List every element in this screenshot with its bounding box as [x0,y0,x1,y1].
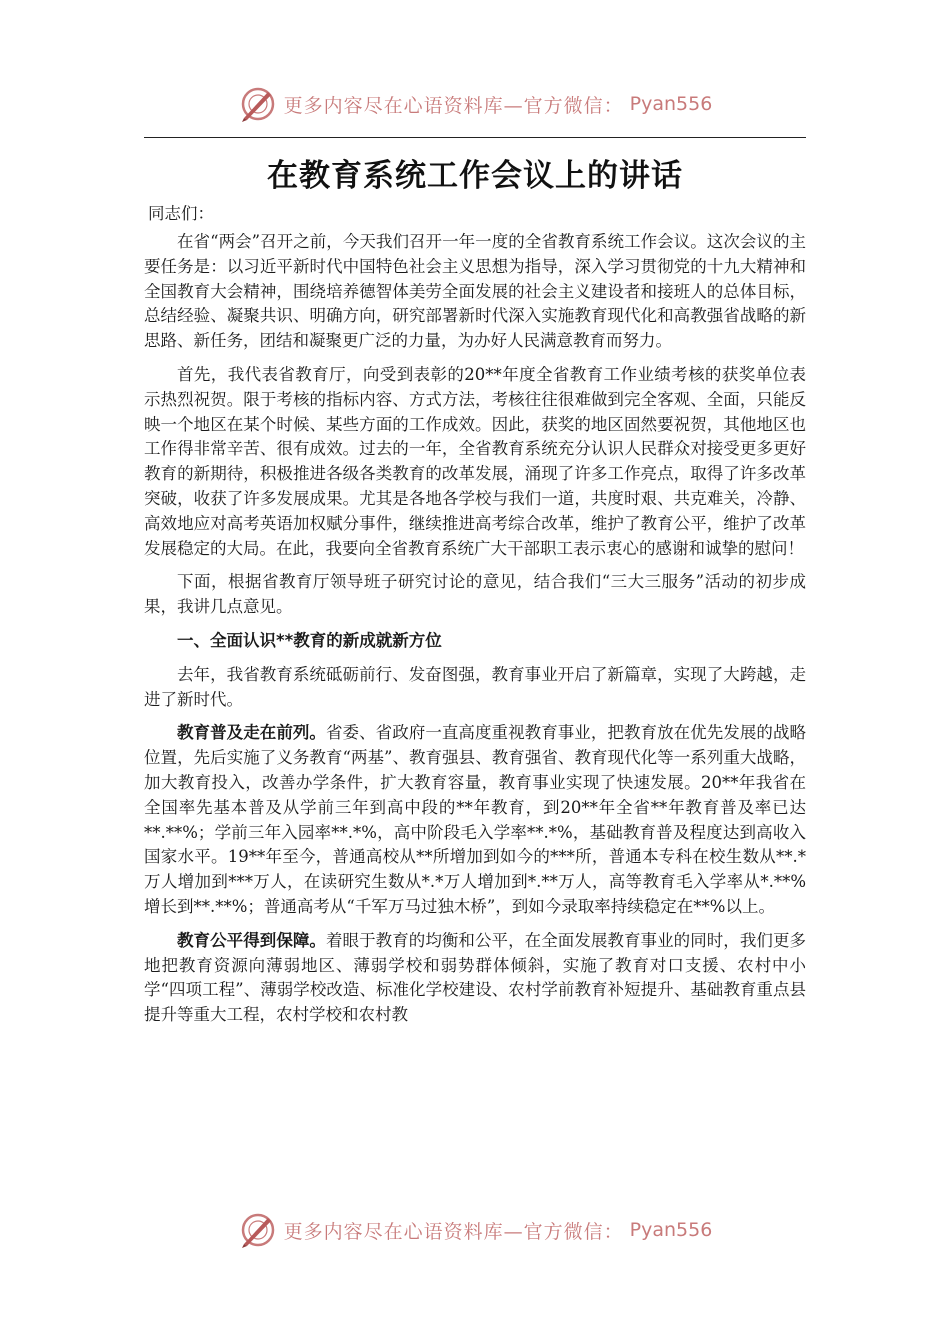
paragraph-text: 下面，根据省教育厅领导班子研究讨论的意见，结合我们“三大三服务”活动的初步成果，我讲几点意见。 [144,572,806,617]
paragraph-text: 在省“两会”召开之前，今天我们召开一年一度的全省教育系统工作会议。这次会议的主要任务是：以习近平新时代中国特色社会主义思想为指导，深入学习贯彻党的十九大精神和全国教育大会精神，围绕培养德智体美劳全面发展的社会主义建设者和接班人的总体目标，总结经验、凝聚共识、明确方向，研究部署新时代深入实施教育现代化和高教强省战略的新思路、新任务，团结和凝聚更广泛的力量，为办好人民满意教育而努力。 [144,232,806,351]
section-heading: 一、全面认识**教育的新成就新方位 [177,630,442,650]
pen-logo-icon [238,1210,278,1250]
banner-text: 更多内容尽在心语资料库—官方微信： [283,94,624,117]
pen-logo-icon [238,84,278,124]
document-body [144,230,806,1037]
document-title: 在教育系统工作会议上的讲话 [267,158,683,194]
salutation: 同志们： [148,204,214,223]
watermark-banner-bottom [0,1206,950,1254]
paragraph [144,721,806,919]
paragraph-text: 去年，我省教育系统砥砺前行、发奋图强，教育事业开启了新篇章，实现了大跨越，走进了新时代。 [144,664,806,709]
paragraph [144,929,806,1028]
paragraph [144,363,806,561]
watermark-banner-top [0,80,950,128]
header-rule [144,137,806,138]
paragraph [144,663,806,713]
banner-text: 更多内容尽在心语资料库—官方微信： [283,1220,624,1243]
paragraph-text: 着眼于教育的均衡和公平，在全面发展教育事业的同时，我们更多地把教育资源向薄弱地区、薄弱学校和弱势群体倾斜，实施了教育对口支援、农村中小学“四项工程”、薄弱学校改造、标准化学校建设、农村学前教育补短提升、基础教育重点县提升等重大工程，农村学校和农村教 [144,930,807,1025]
paragraph-lead: 教育公平得到保障。 [177,930,326,950]
banner-wechat-id: Pyan556 [629,1219,713,1241]
paragraph-lead: 教育普及走在前列。 [177,723,326,743]
paragraph [144,230,806,354]
paragraph-text: 首先，我代表省教育厅，向受到表彰的20**年度全省教育工作业绩考核的获奖单位表示热烈祝贺。限于考核的指标内容、方式方法，考核往往很难做到完全客观、全面，只能反映一个地区在某个时候、某些方面的工作成效。因此，获奖的地区固然要祝贺，其他地区也工作得非常辛苦、很有成效。过去的一年，全省教育系统充分认识人民群众对接受更多更好教育的新期待，积极推进各级各类教育的改革发展，涌现了许多工作亮点，取得了许多改革突破，收获了许多发展成果。尤其是各地各学校与我们一道，共度时艰、共克难关，冷静、高效地应对高考英语加权赋分事件，继续推进高考综合改革，维护了教育公平，维护了改革发展稳定的大局。在此，我要向全省教育系统广大干部职工表示衷心的感谢和诚挚的慰问！ [144,364,806,558]
banner-wechat-id: Pyan556 [629,93,713,115]
paragraph [144,570,806,620]
paragraph-text: 省委、省政府一直高度重视教育事业，把教育放在优先发展的战略位置，先后实施了义务教育“两基”、教育强县、教育强省、教育现代化等一系列重大战略，加大教育投入，改善办学条件，扩大教育容量，教育事业实现了快速发展。20**年我省在全国率先基本普及从学前三年到高中段的**年教育，到20**年全省**年教育普及率已达**.**%；学前三年入园率**.*%，高中阶段毛入学率**.*%，基础教育普及程度达到高收入国家水平。19**年至今，普通高校从**所增加到如今的***所，普通本专科在校生数从**.*万人增加到***万人，在读研究生数从*.*万人增加到*.**万人，高等教育毛入学率从*.**%增长到**.**%；普通高考从“千军万马过独木桥”，到如今录取率持续稳定在**%以上。 [144,723,807,916]
